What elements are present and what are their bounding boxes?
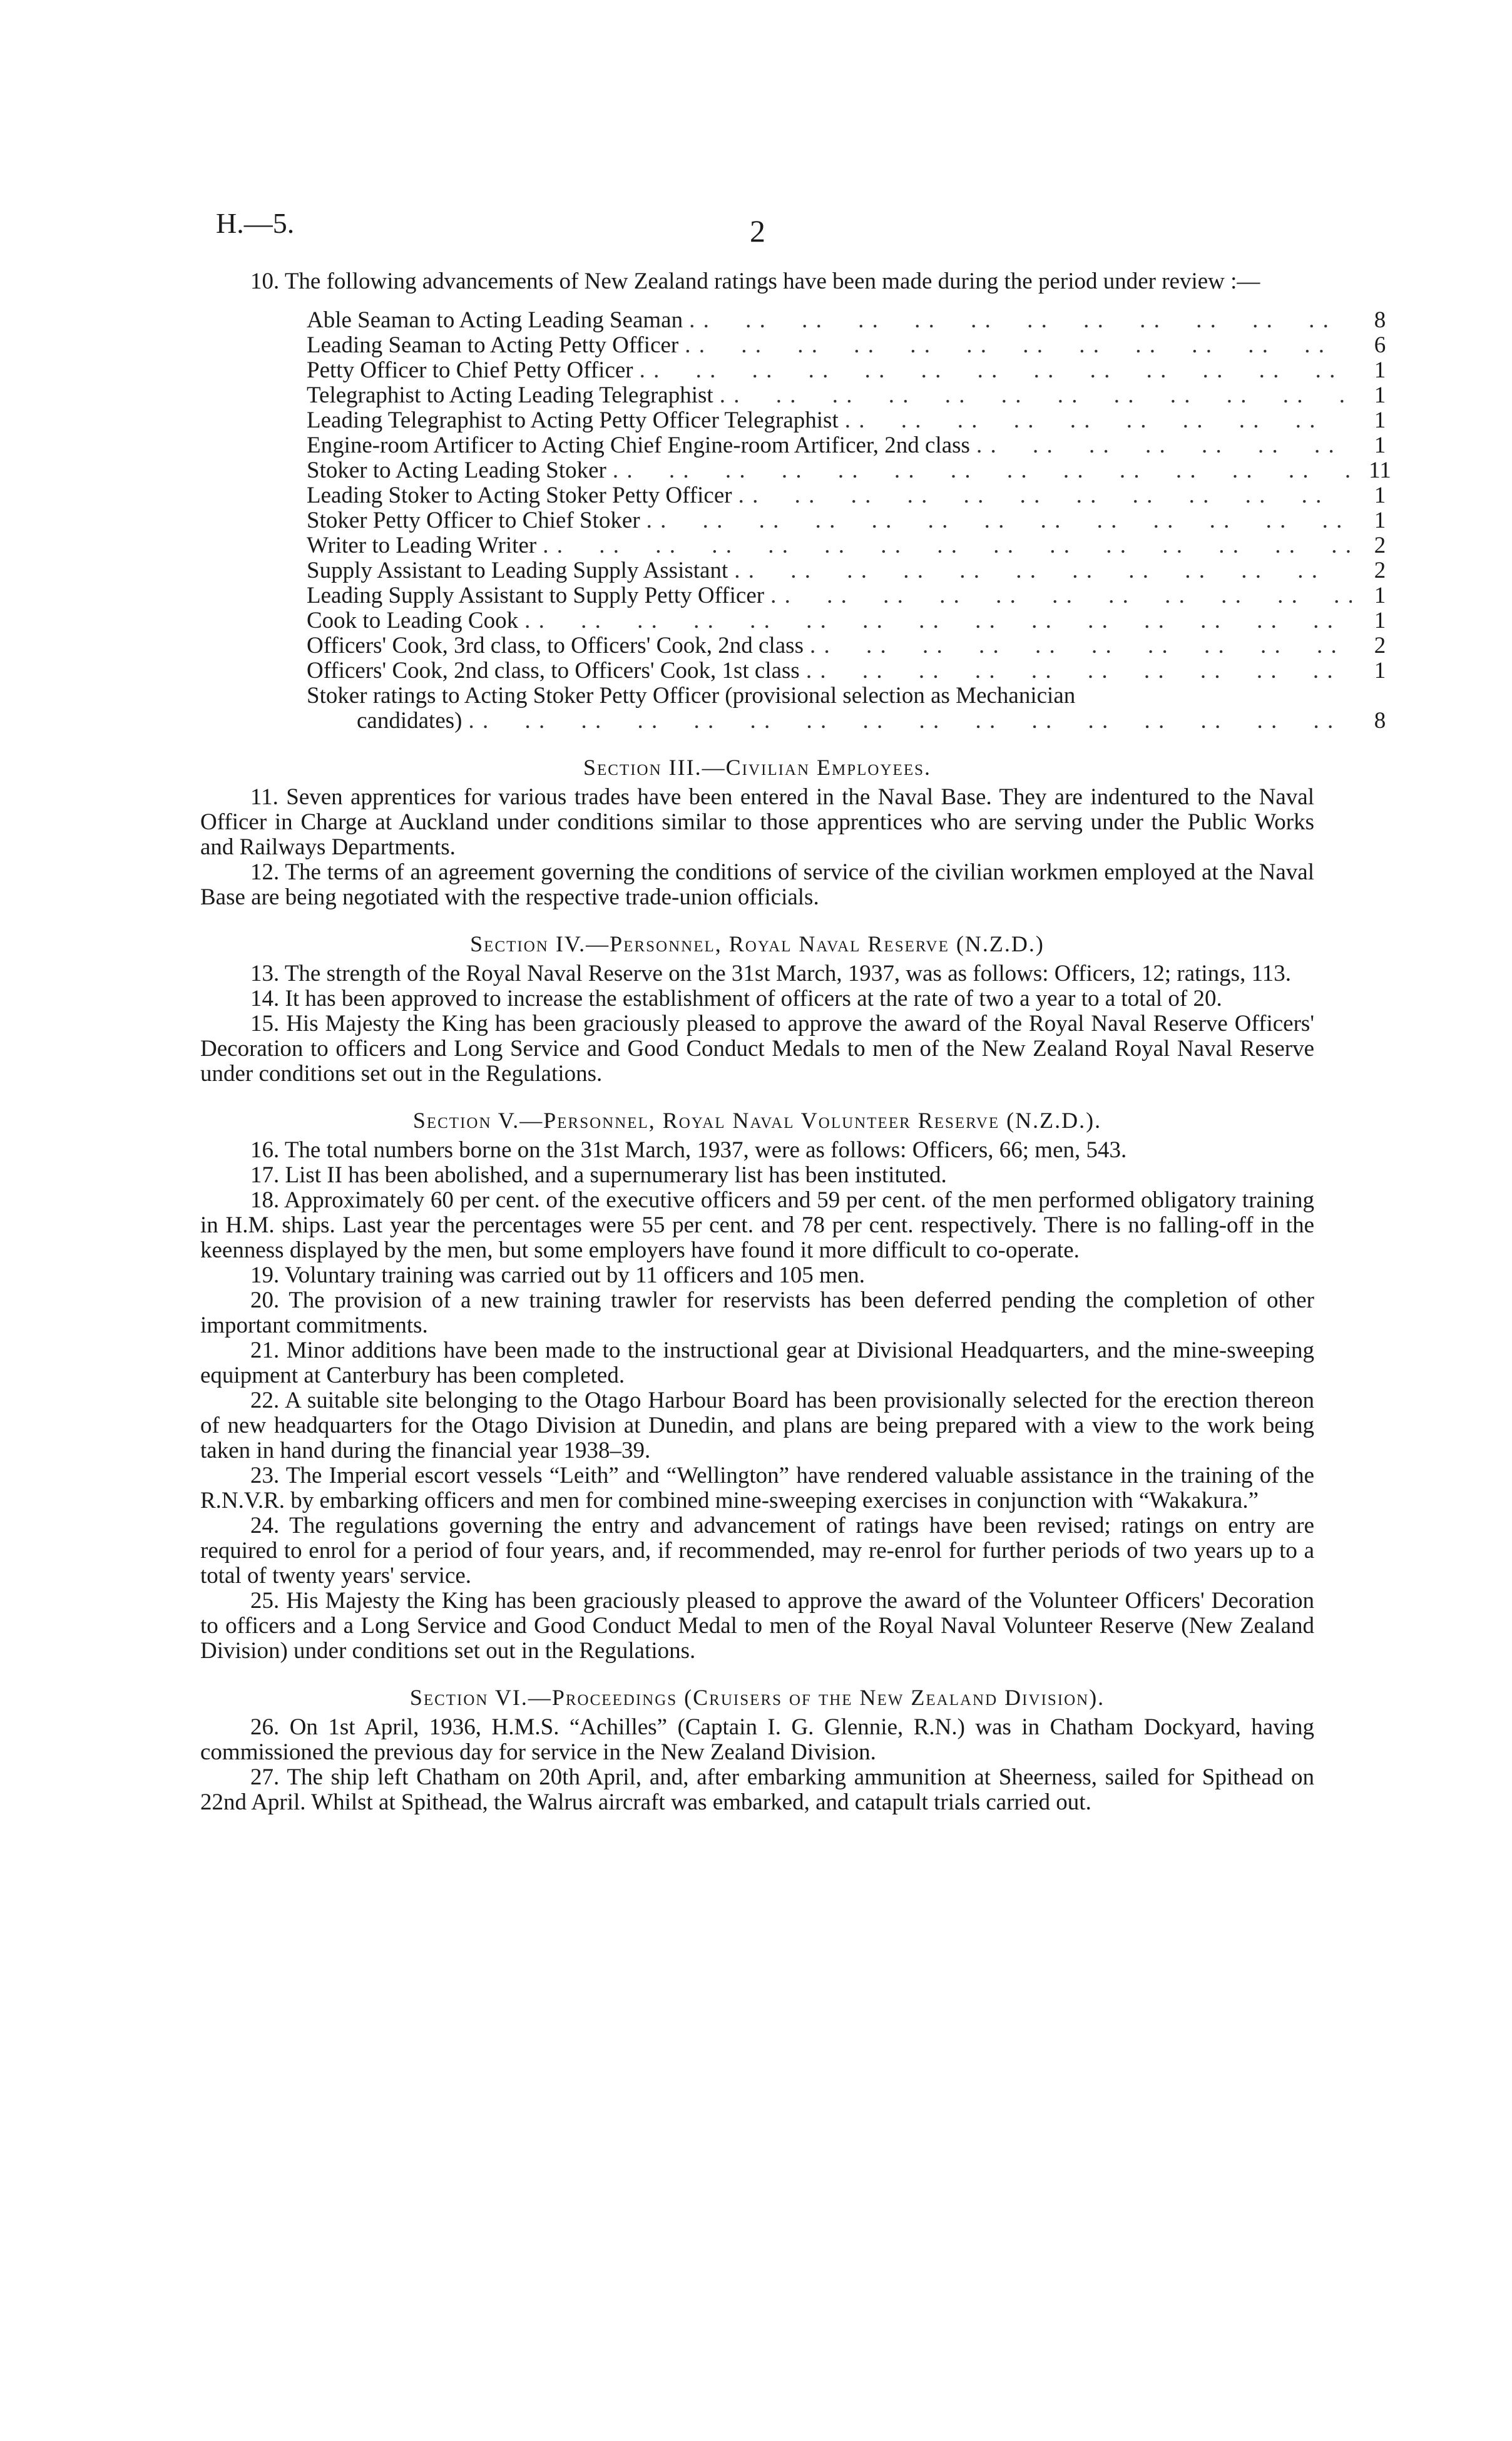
section-5-heading: Section V.—Personnel, Royal Naval Volunteer Reserve (N.Z.D.). — [412, 1108, 1102, 1133]
paragraph-14: 14. It has been approved to increase the establishment of officers at the rate of two a year to a total of 20. — [250, 986, 1222, 1011]
advancement-label: Leading Seaman to Acting Petty Officer — [307, 332, 679, 358]
section-6-heading: Section VI.—Proceedings (Cruisers of the New Zealand Division). — [409, 1685, 1105, 1710]
advancement-row — [307, 383, 1408, 408]
document-reference: H.—5. — [216, 207, 295, 239]
advancement-count: 2 — [1374, 633, 1386, 658]
advancement-label: Supply Assistant to Leading Supply Assistant — [307, 558, 728, 583]
leader-dots — [536, 533, 1352, 558]
paragraph-26: 26. On 1st April, 1936, H.M.S. “Achilles” (Captain I. G. Glennie, R.N.) was in Chatham Dockyard, having commissioned the previous day for service in the New Zealand Division. — [200, 1714, 1314, 1765]
advancement-label: Leading Telegraphist to Acting Petty Officer Telegraphist — [307, 407, 839, 433]
paragraph-18: 18. Approximately 60 per cent. of the executive officers and 59 per cent. of the men performed obligatory training in H.M. ships. Last year the percentages were 55 per cent. and 78 per cent. respectively. There is no falling-off in the keenness displayed by the men, but some employers have found it more difficult to co-operate. — [200, 1187, 1314, 1263]
paragraph-12: 12. The terms of an agreement governing the conditions of service of the civilian workmen employed at the Naval Base are being negotiated with the respective trade-union officials. — [200, 859, 1314, 910]
leader-dots — [800, 658, 1352, 683]
advancement-row — [307, 483, 1408, 508]
paragraph-13: 13. The strength of the Royal Naval Reserve on the 31st March, 1937, was as follows: Officers, 12; ratings, 113. — [250, 961, 1291, 986]
advancement-row — [307, 333, 1408, 358]
paragraph-25: 25. His Majesty the King has been graciously pleased to approve the award of the Volunteer Officers' Decoration to officers and a Long Service and Good Conduct Medal to men of the Royal Naval Volunteer Reserve (New Zealand Division) under conditions set out in the Regulations. — [200, 1588, 1314, 1664]
paragraph-22: 22. A suitable site belonging to the Otago Harbour Board has been provisionally selected for the erection thereon of new headquarters for the Otago Division at Dunedin, and plans are being prepared with a view to the work being taken in hand during the financial year 1938–39. — [200, 1388, 1314, 1463]
advancement-row — [307, 308, 1408, 333]
advancement-count: 8 — [1374, 307, 1386, 333]
paragraph-10: 10. The following advancements of New Zealand ratings have been made during the period under review :— — [250, 269, 1260, 294]
leader-dots — [640, 508, 1352, 533]
advancement-row — [307, 358, 1408, 383]
leader-dots — [970, 433, 1352, 458]
advancements-list — [307, 308, 1408, 734]
advancement-label: Leading Supply Assistant to Supply Petty Officer — [307, 583, 765, 608]
leader-dots — [633, 358, 1352, 383]
advancement-label: Stoker ratings to Acting Stoker Petty Officer (provisional selection as Mechanician — [307, 683, 1076, 709]
advancement-label-continued: candidates) — [357, 708, 462, 734]
advancement-row — [307, 658, 1408, 683]
page-number: 2 — [750, 213, 765, 248]
advancement-label: Leading Stoker to Acting Stoker Petty Officer — [307, 483, 732, 508]
paragraph-15: 15. His Majesty the King has been graciously pleased to approve the award of the Royal Naval Reserve Officers' Decoration to officers and Long Service and Good Conduct Medals to men of the New Zealand Royal Naval Reserve under conditions set out in the Regulations. — [200, 1011, 1314, 1087]
paragraph-24: 24. The regulations governing the entry and advancement of ratings have been revised; ratings on entry are required to enrol for a period of four years, and, if recommended, may re-enrol for further periods of two years up to a total of twenty years' service. — [200, 1513, 1314, 1589]
advancement-row — [307, 583, 1408, 608]
paragraph-20: 20. The provision of a new training trawler for reservists has been deferred pending the completion of other important commitments. — [200, 1287, 1314, 1338]
advancement-label: Cook to Leading Cook — [307, 608, 519, 633]
advancement-count: 11 — [1369, 458, 1391, 483]
advancement-label: Petty Officer to Chief Petty Officer — [307, 357, 633, 383]
advancement-label: Writer to Leading Writer — [307, 533, 537, 558]
leader-dots — [804, 633, 1352, 658]
section-4-heading: Section IV.—Personnel, Royal Naval Reserve (N.Z.D.) — [470, 931, 1045, 956]
document-body — [200, 269, 1391, 1815]
advancement-count: 1 — [1374, 508, 1386, 533]
advancement-label: Able Seaman to Acting Leading Seaman — [307, 307, 683, 333]
leader-dots — [713, 383, 1352, 408]
advancement-label: Officers' Cook, 3rd class, to Officers' Cook, 2nd class — [307, 633, 804, 658]
advancement-label: Stoker Petty Officer to Chief Stoker — [307, 508, 640, 533]
advancement-count: 6 — [1374, 332, 1386, 358]
paragraph-21: 21. Minor additions have been made to the instructional gear at Divisional Headquarters, and the mine-sweeping equipment at Canterbury has been completed. — [200, 1338, 1314, 1388]
advancement-row — [307, 458, 1408, 483]
leader-dots — [606, 458, 1352, 483]
leader-dots — [683, 308, 1352, 333]
leader-dots — [728, 558, 1352, 583]
advancement-label: Telegraphist to Acting Leading Telegraphist — [307, 382, 713, 408]
advancement-count: 8 — [1374, 708, 1386, 734]
advancement-count: 1 — [1374, 357, 1386, 383]
paragraph-19: 19. Voluntary training was carried out by 11 officers and 105 men. — [250, 1262, 865, 1288]
advancement-row — [307, 433, 1408, 458]
advancement-row — [307, 533, 1408, 558]
advancement-count: 2 — [1374, 533, 1386, 558]
advancement-count: 1 — [1374, 583, 1386, 608]
advancement-count: 1 — [1374, 483, 1386, 508]
advancement-row — [307, 508, 1408, 533]
advancement-row — [307, 608, 1408, 633]
paragraph-17: 17. List II has been abolished, and a supernumerary list has been instituted. — [250, 1162, 947, 1188]
paragraph-23: 23. The Imperial escort vessels “Leith” and “Wellington” have rendered valuable assistance in the training of the R.N.V.R. by embarking officers and men for combined mine-sweeping exercises in conjunction with “Wakakura.” — [200, 1463, 1314, 1513]
section-3-heading: Section III.—Civilian Employees. — [583, 755, 931, 780]
leader-dots — [764, 583, 1352, 608]
advancement-count: 2 — [1374, 558, 1386, 583]
leader-dots — [518, 608, 1352, 633]
advancement-row — [307, 408, 1408, 433]
leader-dots — [839, 408, 1352, 433]
advancement-label: Officers' Cook, 2nd class, to Officers' Cook, 1st class — [307, 658, 800, 683]
leader-dots — [732, 483, 1352, 508]
leader-dots — [462, 709, 1352, 734]
paragraph-27: 27. The ship left Chatham on 20th April, and, after embarking ammunition at Sheerness, sailed for Spithead on 22nd April. Whilst at Spithead, the Walrus aircraft was embarked, and catapult trials carried out. — [200, 1764, 1314, 1815]
paragraph-16: 16. The total numbers borne on the 31st March, 1937, were as follows: Officers, 66; men, 543. — [250, 1137, 1127, 1163]
advancement-label: Engine-room Artificer to Acting Chief Engine-room Artificer, 2nd class — [307, 432, 970, 458]
advancement-count: 1 — [1374, 432, 1386, 458]
page-header — [0, 207, 1512, 257]
paragraph-11: 11. Seven apprentices for various trades have been entered in the Naval Base. They are indentured to the Naval Officer in Charge at Auckland under conditions similar to those apprentices who are serving under the Public Works and Railways Departments. — [200, 784, 1314, 860]
advancement-count: 1 — [1374, 608, 1386, 633]
advancement-row-multiline — [307, 683, 1408, 734]
advancement-count: 1 — [1374, 407, 1386, 433]
leader-dots — [678, 333, 1352, 358]
advancement-count: 1 — [1374, 658, 1386, 683]
advancement-label: Stoker to Acting Leading Stoker — [307, 458, 606, 483]
advancement-count: 1 — [1374, 382, 1386, 408]
advancement-row — [307, 558, 1408, 583]
advancement-row — [307, 633, 1408, 658]
